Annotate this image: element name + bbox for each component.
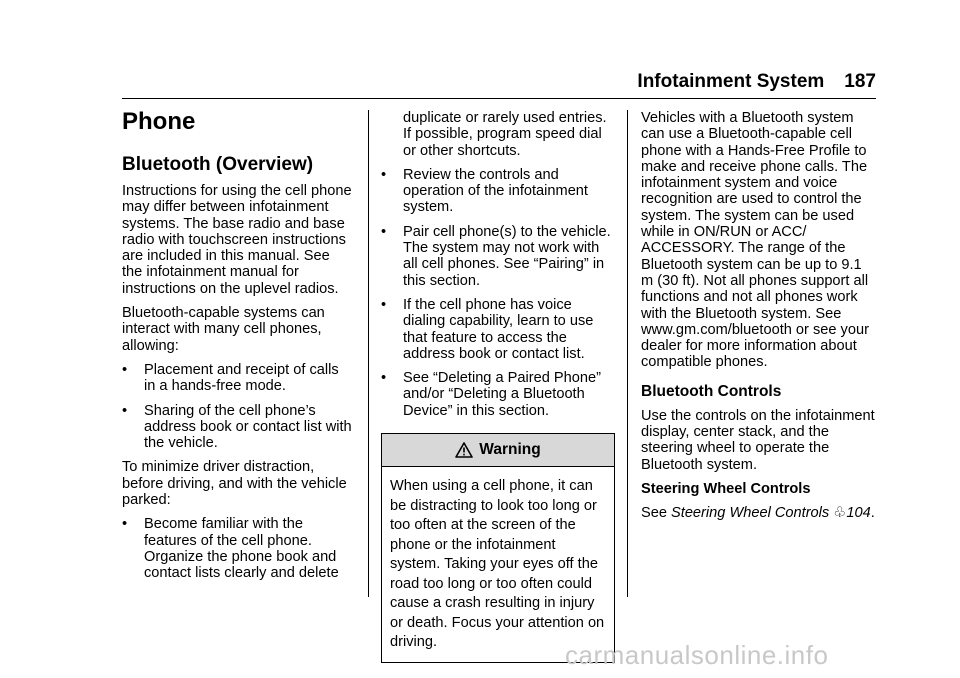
list-item-text: If the cell phone has voice dialing capability, learn to use that feature to access the address book or contact list. — [403, 296, 594, 362]
watermark: carmanualsonline.info — [565, 640, 829, 670]
warning-box — [381, 433, 615, 663]
warning-header — [382, 434, 614, 467]
column-2 — [381, 110, 613, 663]
bullet-mark: • — [381, 223, 387, 240]
reference-page[interactable]: 104 — [846, 505, 871, 522]
list-item — [381, 370, 613, 419]
warning-title: Warning — [479, 440, 541, 458]
paragraph: Instructions for using the cell phone may differ between infotainment systems. The base radio and base radio with touchscreen instructions are included in this manual. See the infotainment manual for instructions on the uplevel radios. — [122, 183, 352, 297]
paragraph: To minimize driver distraction, before driving, and with the vehicle parked: — [122, 459, 347, 509]
warning-triangle-icon — [455, 442, 473, 458]
column-divider-2 — [627, 110, 628, 597]
list-item-text: Placement and receipt of calls in a hands-free mode. — [144, 361, 339, 395]
bullet-mark: • — [381, 296, 387, 313]
bullet-mark: • — [122, 361, 128, 378]
header-rule — [122, 98, 876, 99]
list-item-text: Review the controls and operation of the infotainment system. — [403, 166, 588, 216]
chapter-title: Phone — [122, 108, 196, 135]
subsection-heading: Bluetooth Controls — [641, 382, 782, 400]
see-prefix: See — [641, 505, 672, 522]
page-ref-icon: ♧ — [833, 505, 847, 522]
cross-reference — [641, 505, 877, 521]
list-item-continuation: duplicate or rarely used entries. If possible, program speed dial or other shortcuts. — [403, 110, 607, 159]
bullet-mark: • — [122, 402, 128, 419]
column-divider-1 — [368, 110, 369, 597]
minor-heading: Steering Wheel Controls — [641, 480, 811, 497]
list-item — [381, 224, 613, 289]
paragraph: Vehicles with a Bluetooth system can use a Bluetooth-capable cell phone with a Hands-Free Profile to make and receive phone calls. The infotainment system and voice recognition are used to control the system. The system can be used while in ON/RUN or ACC/ ACCESSORY. The range of the Bluetooth system can be up to 9.1 m (30 ft). Not all phones support all functions and not all phones work with the Bluetooth system. See www.gm.com/bluetooth or see your dealer for more information about compatible phones. — [641, 110, 869, 371]
warning-text: When using a cell phone, it can be distracting to look too long or too often at the screen of the phone or the infotainment system. Taking your eyes off the road too long or too often could cause a crash resulting in injury or death. Focus your attention on driving. — [390, 478, 605, 651]
bullet-mark: • — [381, 166, 387, 183]
list-item — [122, 516, 354, 581]
bullet-mark: • — [122, 516, 128, 533]
page-header — [122, 71, 876, 97]
reference-link[interactable]: Steering Wheel Controls — [671, 505, 830, 522]
page-number: 187 — [844, 71, 876, 92]
list-item — [381, 167, 613, 216]
list-item — [381, 297, 613, 362]
section-title: Infotainment System — [637, 71, 825, 92]
column-3 — [641, 110, 877, 530]
list-item-text: Become familiar with the features of the cell phone. Organize the phone book and contact lists clearly and delete — [144, 516, 339, 582]
list-item-text: Pair cell phone(s) to the vehicle. The system may not work with all cell phones. See “Pairing” in this section. — [403, 223, 611, 289]
list-item — [122, 362, 354, 395]
bullet-mark: • — [381, 370, 387, 387]
list-item-text: Sharing of the cell phone’s address book or contact list with the vehicle. — [144, 402, 352, 452]
column-1 — [122, 108, 354, 590]
list-item — [122, 403, 354, 452]
paragraph: Bluetooth-capable systems can interact with many cell phones, allowing: — [122, 305, 325, 354]
section-heading: Bluetooth (Overview) — [122, 154, 314, 175]
paragraph: Use the controls on the infotainment display, center stack, and the steering wheel to operate the Bluetooth system. — [641, 407, 875, 473]
see-suffix: . — [870, 505, 875, 522]
list-item-text: See “Deleting a Paired Phone” and/or “Deleting a Bluetooth Device” in this section. — [403, 370, 601, 419]
